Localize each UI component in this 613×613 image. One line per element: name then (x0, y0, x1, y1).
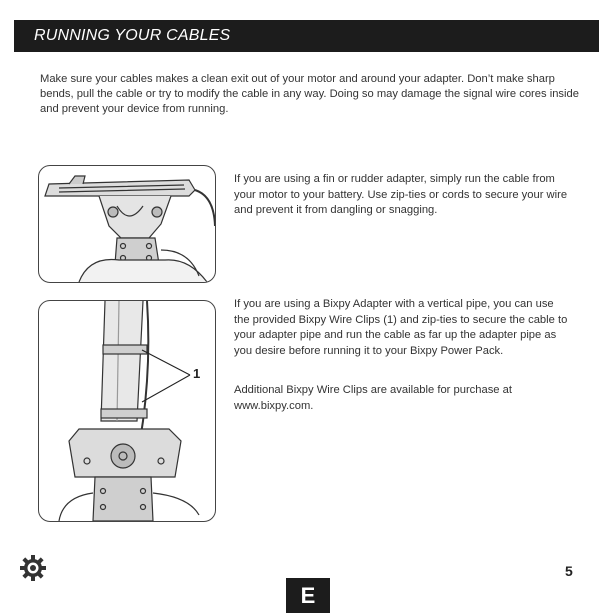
pipe-adapter-text: If you are using a Bixpy Adapter with a vertical pipe, you can use the provided Bixpy Wire Clips (1) and zip-ties to secure the cable to your adapter pipe and run the cable as far up the adapter pipe as you desire before running it to your Bixpy Power Pack. (234, 298, 568, 357)
callout-number: 1 (193, 366, 201, 381)
section-header (14, 20, 599, 52)
intro-paragraph: Make sure your cables makes a clean exit out of your motor and around your adapter. Don’t make sharp bends, pull the cable or try to modify the cable in any way. Doing so may damage the signal wire cores inside and prevent your device from running. (40, 73, 579, 115)
section-title: RUNNING YOUR CABLES (34, 27, 231, 44)
fin-adapter-illustration (38, 165, 216, 283)
callout-leader-lines (140, 340, 195, 420)
page-number: 5 (565, 563, 573, 579)
fin-adapter-text: If you are using a fin or rudder adapter, simply run the cable from your motor to your battery. Use zip-ties or cords to secure your wire and prevent it from dangling or snagging. (234, 173, 568, 216)
gear-icon (20, 555, 46, 581)
wire-clips-purchase-text: Additional Bixpy Wire Clips are available for purchase at www.bixpy.com. (234, 384, 512, 412)
language-badge: E (286, 578, 330, 613)
